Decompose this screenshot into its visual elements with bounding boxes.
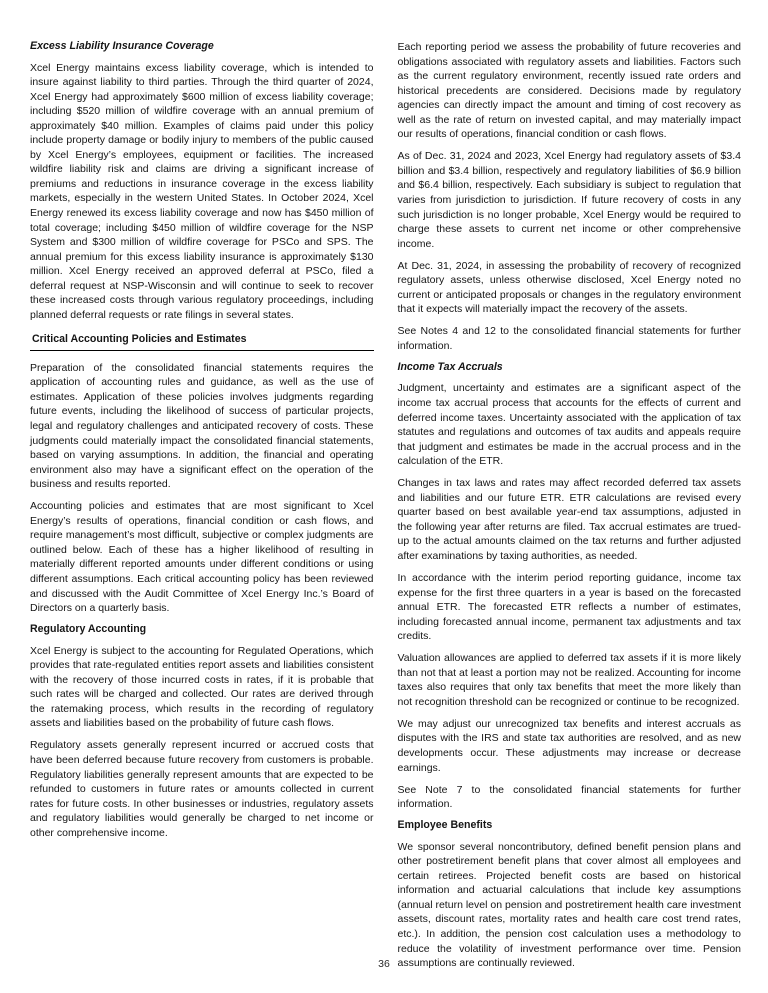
paragraph-judgment-uncertainty-estimates: Judgment, uncertainty and estimates are a significant aspect of the income tax accrual process that accounts for the effects of current and deferred income taxes. Uncertainty associated with the application of tax statutes and regulations and outcomes of tax audits and appeals require that judgment and estimates be made in the accrual process and in the calculation of the ETR. [397,382,741,468]
two-column-layout [30,40,741,978]
paragraph-valuation-allowances: Valuation allowances are applied to deferred tax assets if it is more likely than not that at least a portion may not be realized. Accounting for income taxes also requires that only tax benefits that meet the more likely than not recognition threshold can be recognized or continue to be recognized. [397,652,741,708]
paragraph-reporting-period-assessment: Each reporting period we assess the probability of future recoveries and obligations associated with regulatory assets and liabilities. Factors such as the current regulatory environment, recently issued rate orders and historical precedents are considered. Decisions made by regulatory agencies can directly impact the amount and timing of cost recovery as well as the rate of return on invested capital, and may materially impact our results of operations, financial condition or cash flows. [397,41,741,141]
heading-employee-benefits: Employee Benefits [397,819,493,832]
page-number: 36 [378,958,390,970]
paragraph-regulatory-assets-2024-2023: As of Dec. 31, 2024 and 2023, Xcel Energy had regulatory assets of $3.4 billion and $3.4 billion, respectively and regulatory liabilities of $6.9 billion and $6.4 billion, respectively. Each subsidiary is subject to regulation that varies from jurisdiction to jurisdiction. If future recovery of costs in any such jurisdiction is no longer probable, Xcel Energy would be required to charge these assets to current net income or other comprehensive income. [397,150,741,250]
paragraph-see-notes-4-and-12: See Notes 4 and 12 to the consolidated financial statements for further information. [397,325,741,352]
paragraph-excess-liability-1: Xcel Energy maintains excess liability coverage, which is intended to insure against liability to third parties. Through the third quarter of 2024, Xcel Energy had approximately $600 million of excess liability coverage; including $520 million of wildfire coverage with an annual premium of approximately $40 million. Examples of claims paid under this policy include property damage or bodily injury to members of the public caused by Xcel Energy’s employees, equipment or facilities. The increased wildfire liability risk and claims are driving a significant increase of premiums and reductions in insurance coverage in the excess liability markets, especially in the western United States. In October 2024, Xcel Energy renewed its excess liability coverage and now has $450 million of total coverage; including $450 million of wildfire coverage for the NSP System and $300 million of wildfire coverage for PSCo and SPS. The annual premium for this excess liability insurance is approximately $130 million. Xcel Energy received an approved deferral at PSCo, filed a deferral request at NSP-Wisconsin and will continue to seek to recover these increased costs through various regulatory proceedings, including planned deferral requests or rate filings in several states. [30,61,374,321]
heading-regulatory-accounting: Regulatory Accounting [30,623,147,636]
paragraph-probability-of-recovery: At Dec. 31, 2024, in assessing the probability of recovery of recognized regulatory assets, unless otherwise disclosed, Xcel Energy noted no current or anticipated proposals or changes in the regulatory environment that it expects will materially impact the recovery of the assets. [397,259,741,316]
heading-income-tax-accruals: Income Tax Accruals [397,360,503,373]
paragraph-see-note-7: See Note 7 to the consolidated financial statements for further information. [397,783,741,811]
paragraph-interim-period-guidance: In accordance with the interim period reporting guidance, income tax expense for the first three quarters in a year is based on the forecasted annual ETR. The forecasted ETR reflects a number of estimates, including forecasted annual income, permanent tax adjustments and tax credits. [397,572,741,643]
paragraph-unrecognized-tax-benefits: We may adjust our unrecognized tax benefits and interest accruals as disputes with the IRS and state tax authorities are resolved, and as new developments occur. These adjustments may increase or decrease earnings. [397,717,741,774]
paragraph-significant-policies: Accounting policies and estimates that are most significant to Xcel Energy’s results of operations, financial condition or cash flows, and require management’s most difficult, subjective or complex judgments are outlined below. Each of these has a higher likelihood of resulting in materially different reported amounts under different conditions or using different assumptions. Each critical accounting policy has been reviewed and discussed with the Audit Committee of Xcel Energy Inc.’s Board of Directors on a quarterly basis. [30,500,374,615]
paragraph-changes-in-tax-laws: Changes in tax laws and rates may affect recorded deferred tax assets and liabilities and our future ETR. ETR calculations are revised every quarter based on best available year-end tax assumptions, adjusted in the following year after returns are filed. Tax accrual estimates are trued-up to the actual amounts claimed on the tax returns and further adjusted after examinations by taxing authorities, as needed. [397,477,741,562]
heading-excess-liability-insurance-coverage: Excess Liability Insurance Coverage [30,40,214,52]
paragraph-pension-plans: We sponsor several noncontributory, defined benefit pension plans and other postretirement benefit plans that cover almost all employees and certain retirees. Projected benefit costs are based on historical information and actuarial calculations that include key assumptions (annual return level on pension and postretirement health care investment assets, discount rates, mortality rates and health care cost trend rates, etc.). In addition, the pension cost calculation uses a methodology to reduce the volatility of investment performance over time. Pension assumptions are continually reviewed. [397,840,741,970]
paragraph-regulatory-assets-liabilities: Regulatory assets generally represent incurred or accrued costs that have been deferred because future recovery from customers is probable. Regulatory liabilities generally represent amounts that are expected to be refunded to customers in future rates or amounts collected in current rates for future costs. In other businesses or industries, regulatory assets and regulatory liabilities would generally be charged to net income or other comprehensive income. [30,739,374,839]
left-column [30,40,374,978]
right-column [398,40,742,978]
heading-critical-accounting-policies-and-estimates: Critical Accounting Policies and Estimates [30,333,374,351]
paragraph-regulated-operations: Xcel Energy is subject to the accounting for Regulated Operations, which provides that rate-regulated entities report assets and liabilities consistent with the recovery of those incurred costs in rates, if it is probable that such rates will be charged and collected. Our rates are derived through the ratemaking process, which results in the recording of regulatory assets and liabilities based on the probability of future cash flows. [30,644,374,730]
paragraph-preparation-of-statements: Preparation of the consolidated financial statements requires the application of accounting rules and guidance, as well as the use of estimates. Application of these policies involves judgments regarding future events, including the likelihood of success of particular projects, legal and regulatory challenges and anticipated recovery of costs. These judgments could materially impact the consolidated financial statements, based on varying assumptions. In addition, the financial and operating environment also may have a significant effect on the operation of the business and results reported. [30,361,374,491]
